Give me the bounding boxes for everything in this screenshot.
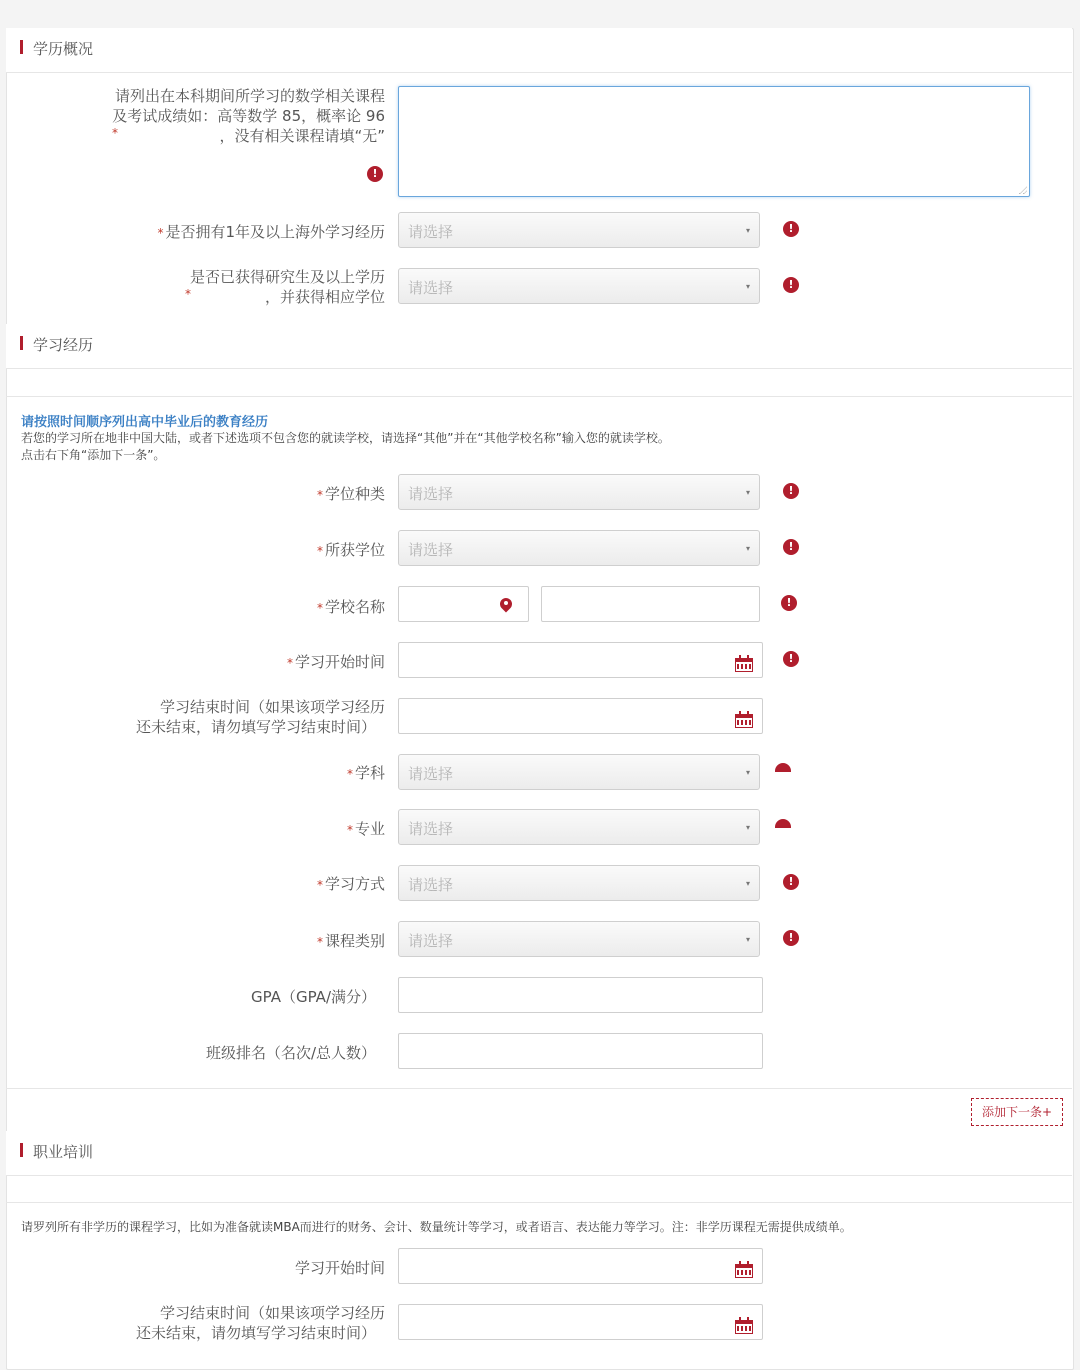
calendar-icon[interactable] [735,1261,753,1277]
end-time-input[interactable] [398,698,763,734]
start-time-label-text: 学习开始时间 [294,653,385,671]
study-mode-select[interactable] [398,865,760,901]
end-time-label-line1: 学习结束时间（如果该项学习经历 [159,698,385,716]
degree-type-select[interactable] [398,474,760,510]
section-accent-bar [20,336,23,350]
math-courses-label-line2: 及考试成绩如：高等数学 85，概率论 96 [112,107,385,125]
degree-obtained-label-text: 所获学位 [324,541,385,559]
math-courses-label [90,86,385,146]
dropdown-caret-icon: ▾ [745,282,750,291]
required-mark: * [316,488,323,502]
training-end-time-input[interactable] [398,1304,763,1340]
select-placeholder: 请选择 [408,485,454,503]
school-name-label [200,597,385,618]
major-label-text: 专业 [354,820,385,838]
grad-degree-label-line1: 是否已获得研究生及以上学历 [189,268,385,286]
section-title: 学历概况 [33,40,94,58]
section-accent-bar [20,40,23,54]
discipline-label [200,763,385,784]
required-mark: * [316,878,323,892]
dropdown-caret-icon: ▾ [745,879,750,888]
select-placeholder: 请选择 [408,541,454,559]
error-icon: ! [781,595,797,611]
start-time-input[interactable] [398,642,763,678]
error-icon [775,819,791,828]
training-end-time-label [120,1303,385,1343]
error-icon [775,763,791,772]
required-mark: * [316,544,323,558]
degree-obtained-label [200,540,385,561]
error-icon: ! [783,483,799,499]
error-icon: ! [783,221,799,237]
dropdown-caret-icon: ▾ [745,768,750,777]
school-location-input[interactable] [398,586,529,622]
required-mark: * [112,126,118,140]
overseas-label [120,222,385,243]
study-intro-line1: 若您的学习所在地非中国大陆，或者下述选项不包含您的就读学校，请选择“其他”并在“其他学校名称”输入您的就读学校。 [21,431,670,445]
school-name-input[interactable] [541,586,760,622]
calendar-icon[interactable] [735,711,753,727]
study-intro-title: 请按照时间顺序列出高中毕业后的教育经历 [21,415,269,430]
dropdown-caret-icon: ▾ [745,226,750,235]
course-type-label-text: 课程类别 [324,932,385,950]
degree-obtained-select[interactable] [398,530,760,566]
start-time-label [200,652,385,673]
section-accent-bar [20,1143,23,1157]
major-select[interactable] [398,809,760,845]
degree-type-label-text: 学位种类 [324,485,385,503]
school-name-label-text: 学校名称 [324,598,385,616]
overseas-select[interactable] [398,212,760,248]
select-placeholder: 请选择 [408,765,454,783]
grad-degree-label [120,267,385,307]
section-header-vocational-training [6,1131,1072,1176]
error-icon: ! [783,930,799,946]
select-placeholder: 请选择 [408,820,454,838]
course-type-label [200,931,385,952]
math-courses-label-line1: 请列出在本科期间所学习的数学相关课程 [114,87,385,105]
error-icon: ! [367,166,383,182]
resize-grip-icon[interactable] [1019,186,1027,194]
math-courses-label-line3: ，没有相关课程请填“无” [219,127,385,145]
end-time-label-line2: 还未结束，请勿填写学习结束时间） [135,718,376,736]
required-mark: * [346,823,353,837]
location-pin-icon[interactable] [500,598,512,614]
training-start-time-input[interactable] [398,1248,763,1284]
training-start-time-label: 学习开始时间 [294,1259,385,1277]
select-placeholder: 请选择 [408,876,454,894]
grad-degree-select[interactable] [398,268,760,304]
class-rank-label: 班级排名（名次/总人数） [205,1044,376,1062]
training-intro: 请罗列所有非学历的课程学习，比如为准备就读MBA而进行的财务、会计、数量统计等学习，或者语言、表达能力等学习。注：非学历课程无需提供成绩单。 [21,1220,852,1234]
discipline-select[interactable] [398,754,760,790]
discipline-label-text: 学科 [354,764,385,782]
training-end-time-label-line2: 还未结束，请勿填写学习结束时间） [135,1324,376,1342]
course-type-select[interactable] [398,921,760,957]
divider [6,396,1072,397]
class-rank-input[interactable] [398,1033,763,1069]
select-placeholder: 请选择 [408,223,454,241]
section-header-education-overview [6,28,1072,73]
select-placeholder: 请选择 [408,932,454,950]
section-title: 职业培训 [33,1143,94,1161]
overseas-label-text: 是否拥有1年及以上海外学习经历 [165,223,385,241]
required-mark: * [157,226,164,240]
error-icon: ! [783,874,799,890]
calendar-icon[interactable] [735,1317,753,1333]
study-mode-label [200,874,385,895]
divider [6,1202,1072,1203]
degree-type-label [200,484,385,505]
end-time-label [120,697,385,737]
gpa-input[interactable] [398,977,763,1013]
grad-degree-label-line2: ，并获得相应学位 [264,288,385,306]
math-courses-textarea[interactable] [398,86,1030,197]
add-next-button[interactable]: 添加下一条+ [971,1098,1063,1126]
required-mark: * [316,935,323,949]
required-mark: * [316,601,323,615]
training-end-time-label-line1: 学习结束时间（如果该项学习经历 [159,1304,385,1322]
dropdown-caret-icon: ▾ [745,935,750,944]
dropdown-caret-icon: ▾ [745,544,750,553]
divider [6,1088,1072,1089]
required-mark: * [346,767,353,781]
study-mode-label-text: 学习方式 [324,875,385,893]
major-label [200,819,385,840]
error-icon: ! [783,539,799,555]
required-mark: * [286,656,293,670]
section-header-study-experience [6,324,1072,369]
dropdown-caret-icon: ▾ [745,823,750,832]
error-icon: ! [783,277,799,293]
required-mark: * [185,287,191,301]
select-placeholder: 请选择 [408,279,454,297]
section-title: 学习经历 [33,336,94,354]
study-intro-line2: 点击右下角“添加下一条”。 [21,448,166,462]
gpa-label: GPA（GPA/满分） [251,988,376,1006]
error-icon: ! [783,651,799,667]
dropdown-caret-icon: ▾ [745,488,750,497]
calendar-icon[interactable] [735,655,753,671]
